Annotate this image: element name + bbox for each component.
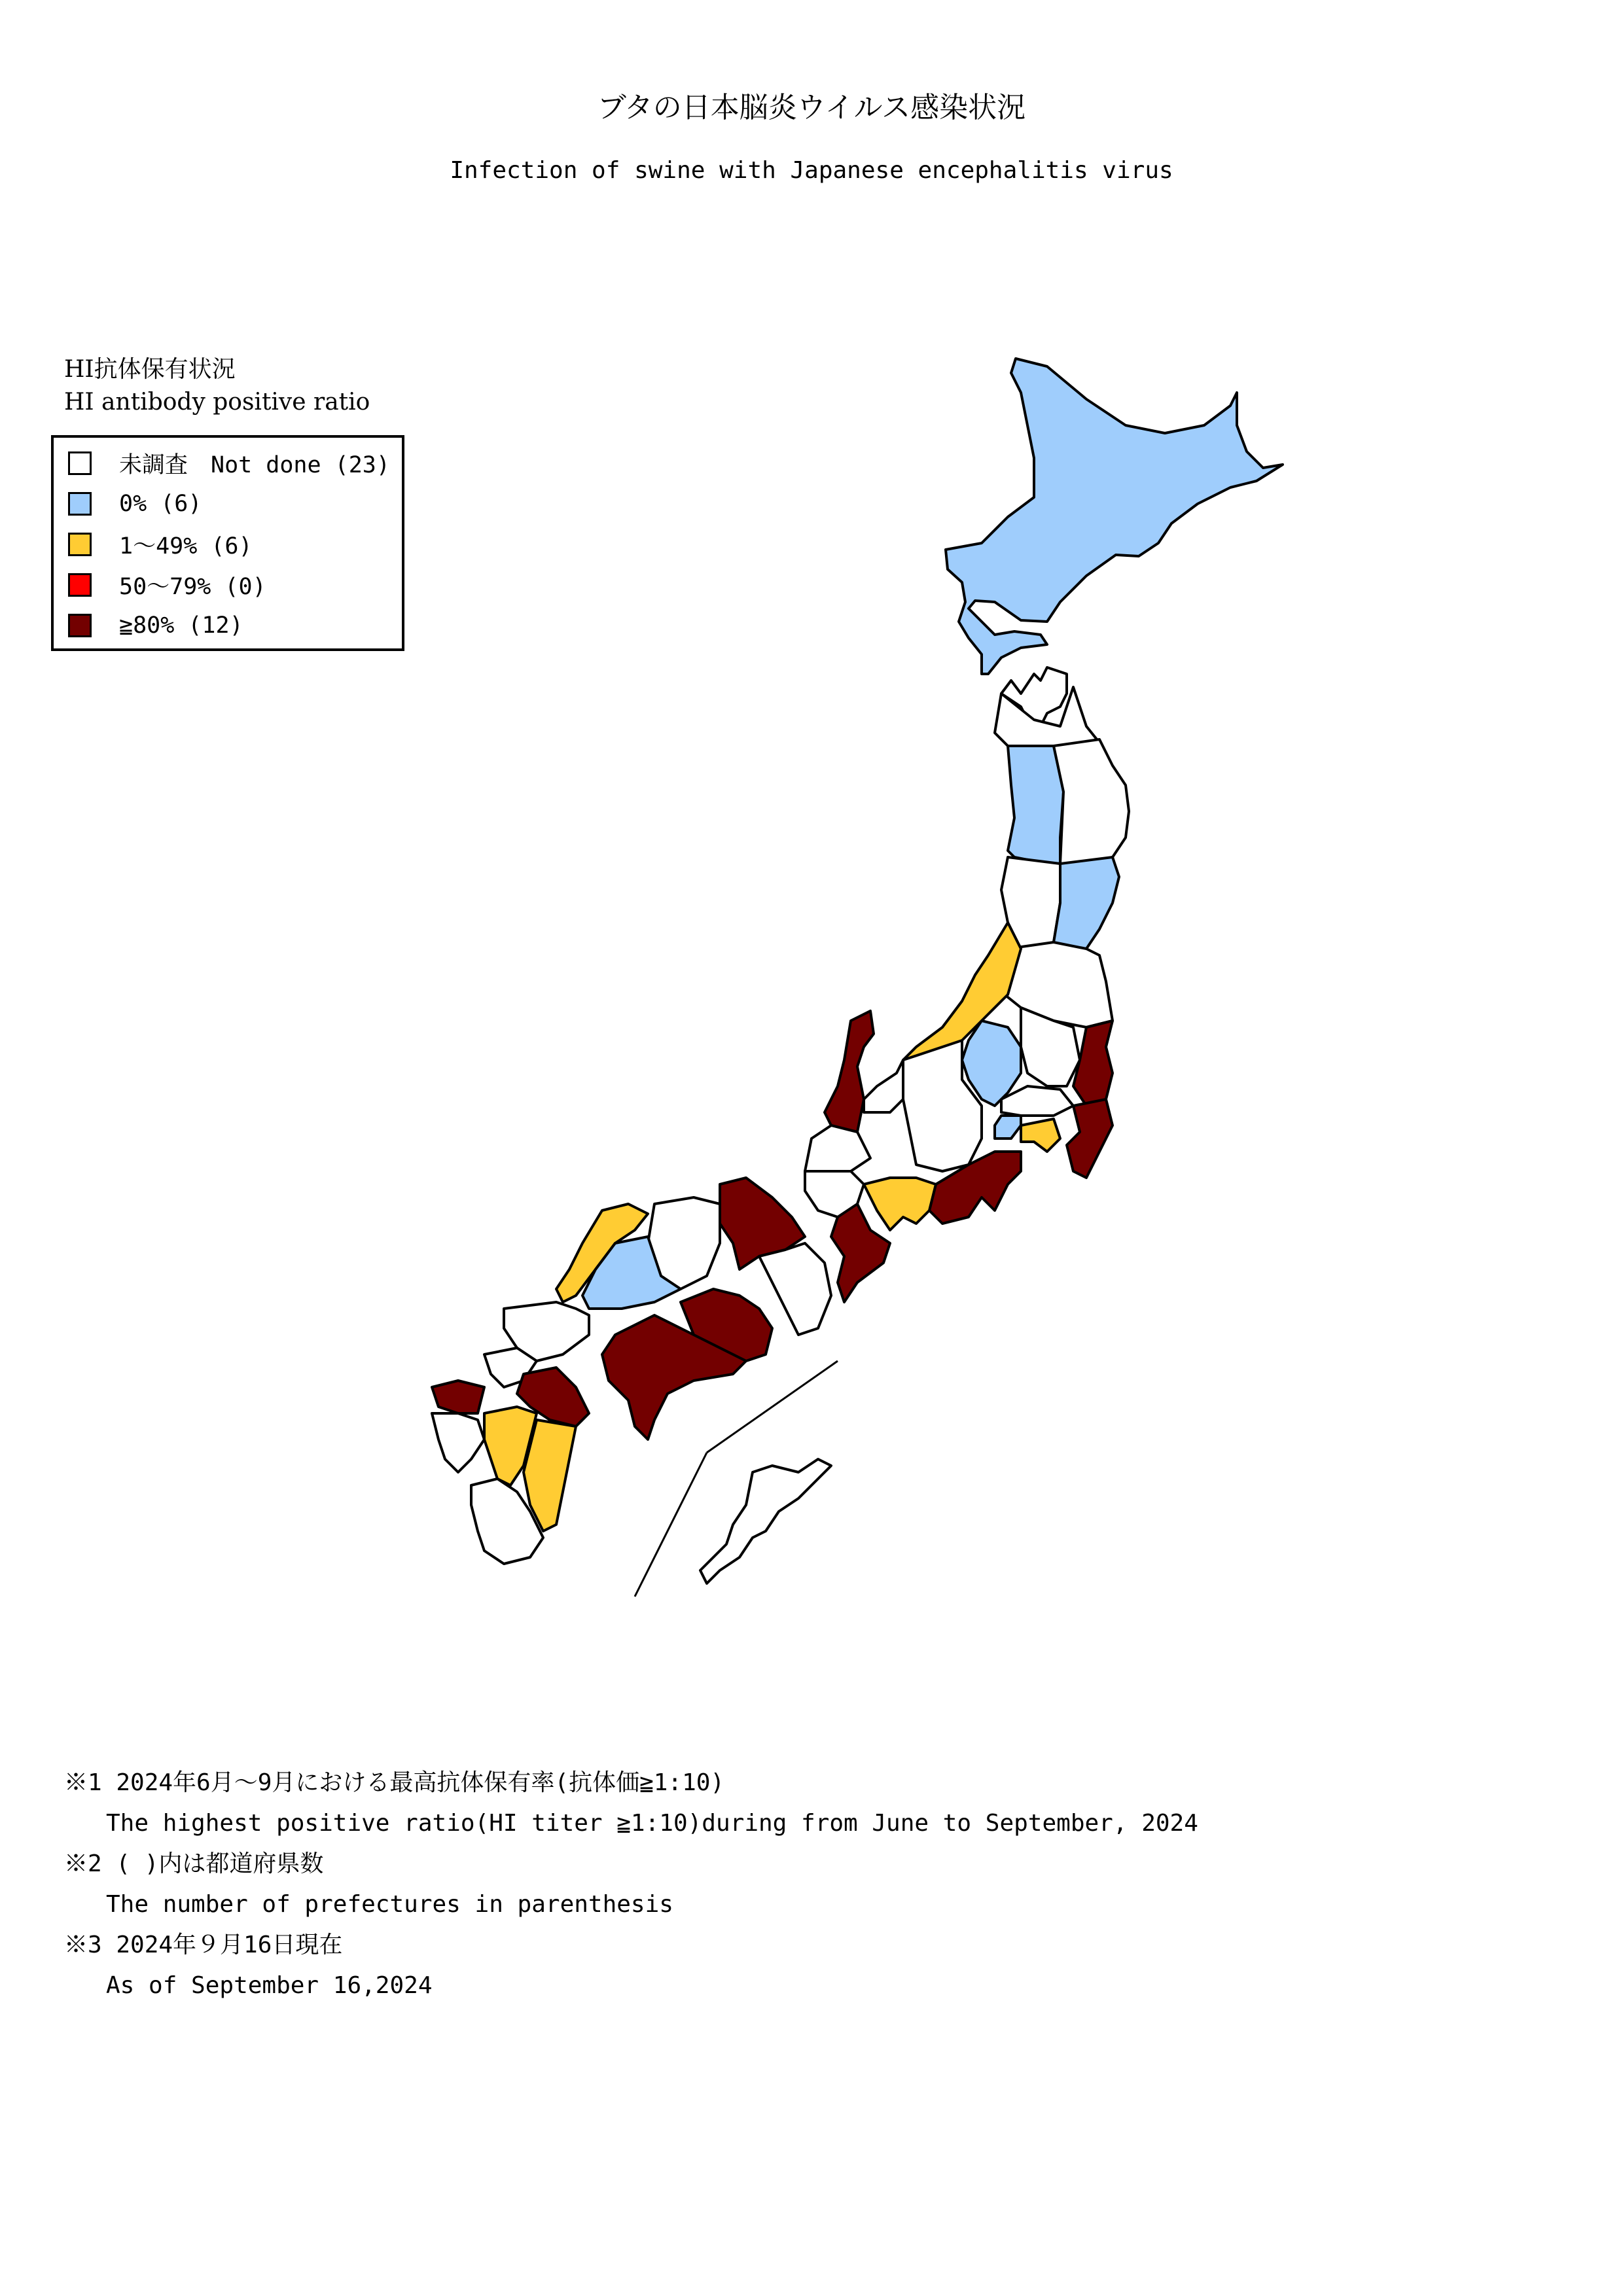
legend-label: 0% (6) xyxy=(119,491,202,517)
legend-label: 未調査 Not done (23) xyxy=(119,452,390,478)
page-subtitle: Infection of swine with Japanese encephalitis virus xyxy=(450,157,1173,184)
legend-label: 1～49% (6) xyxy=(119,533,253,559)
note-1-en: The highest positive ratio(HI titer ≧1:10)during from June to September, 2024 xyxy=(106,1810,1198,1837)
region-hokkaido xyxy=(946,359,1283,674)
region-nara xyxy=(759,1243,831,1335)
region-ibaraki xyxy=(1073,1021,1113,1106)
region-yamanashi xyxy=(995,1116,1021,1139)
note-2-en: The number of prefectures in parenthesis xyxy=(106,1891,673,1918)
region-saitama xyxy=(1001,1086,1073,1116)
region-miyagi xyxy=(1054,857,1119,949)
region-aichi xyxy=(864,1178,936,1230)
okinawa-divider-2 xyxy=(635,1453,707,1597)
note-1-ja: ※1 2024年6月～9月における最高抗体保有率(抗体価≧1:10) xyxy=(64,1769,725,1796)
region-kanagawa xyxy=(1021,1119,1060,1152)
region-ishikawa xyxy=(825,1011,874,1132)
region-fukuoka xyxy=(432,1381,484,1413)
region-akita xyxy=(1008,746,1063,864)
region-toyama xyxy=(864,1060,903,1112)
note-3-ja: ※3 2024年９月16日現在 xyxy=(64,1932,343,1958)
note-2-ja: ※2 ( )内は都道府県数 xyxy=(64,1850,324,1877)
page-title: ブタの日本脳炎ウイルス感染状況 xyxy=(597,91,1026,124)
legend-heading-ja: HI抗体保有状況 xyxy=(64,356,236,383)
region-iwate xyxy=(1054,739,1129,864)
legend-label: 50～79% (0) xyxy=(119,574,266,600)
legend-heading-en: HI antibody positive ratio xyxy=(64,389,370,415)
region-chiba xyxy=(1067,1099,1113,1178)
note-3-en: As of September 16,2024 xyxy=(106,1972,433,1999)
legend-label: ≧80% (12) xyxy=(119,612,243,639)
region-nagasaki xyxy=(432,1413,484,1472)
region-izu-islands xyxy=(700,1459,831,1583)
